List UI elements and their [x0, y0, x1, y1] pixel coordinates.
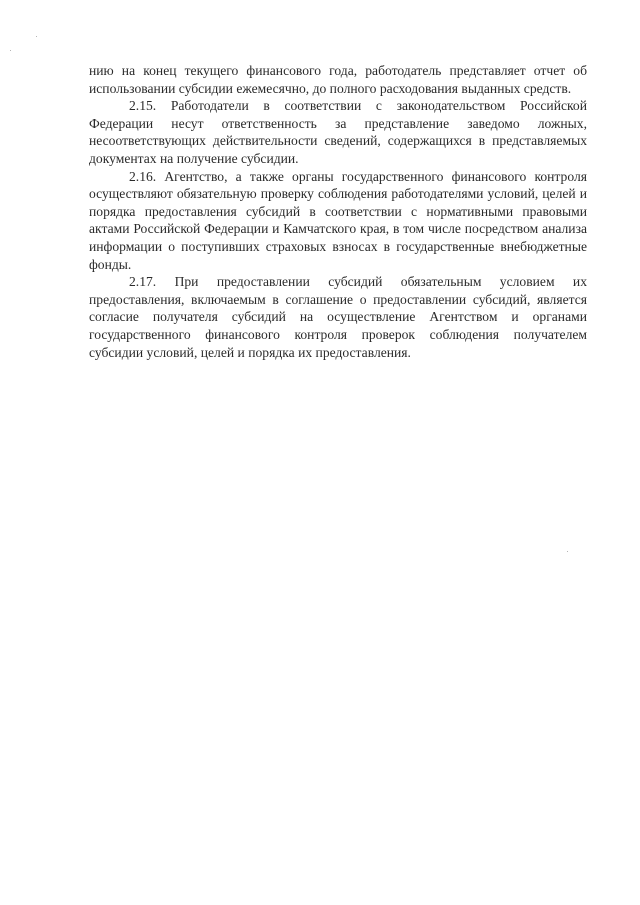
document-body	[89, 62, 587, 361]
scan-speck	[567, 551, 568, 552]
scan-speck	[36, 36, 37, 37]
paragraph-2-16: 2.16. Агентство, а также органы государственного финансового контроля осуществляют обязательную проверку соблюдения работодателями условий, целей и порядка предоставления субсидий в соответствии с нормативными правовыми актами Российской Федерации и Камчатского края, в том числе посредством анализа информации о поступивших страховых взносах в государственные внебюджетные фонды.	[89, 168, 587, 272]
paragraph-continuation: нию на конец текущего финансового года, работодатель представляет отчет об использовании субсидии ежемесячно, до полного расходования выданных средств.	[89, 63, 587, 96]
scan-speck	[10, 50, 11, 51]
paragraph-2-15: 2.15. Работодатели в соответствии с законодательством Российской Федерации несут ответственность за представление заведомо ложных, несоответствующих действительности сведений, содержащихся в представляемых документах на получение субсидии.	[89, 98, 587, 166]
paragraph-2-17: 2.17. При предоставлении субсидий обязательным условием их предоставления, включаемым в соглашение о предоставлении субсидий, является согласие получателя субсидий на осуществление Агентством и органами государственного финансового контроля проверок соблюдения получателем субсидии условий, целей и порядка их предоставления.	[89, 274, 587, 360]
